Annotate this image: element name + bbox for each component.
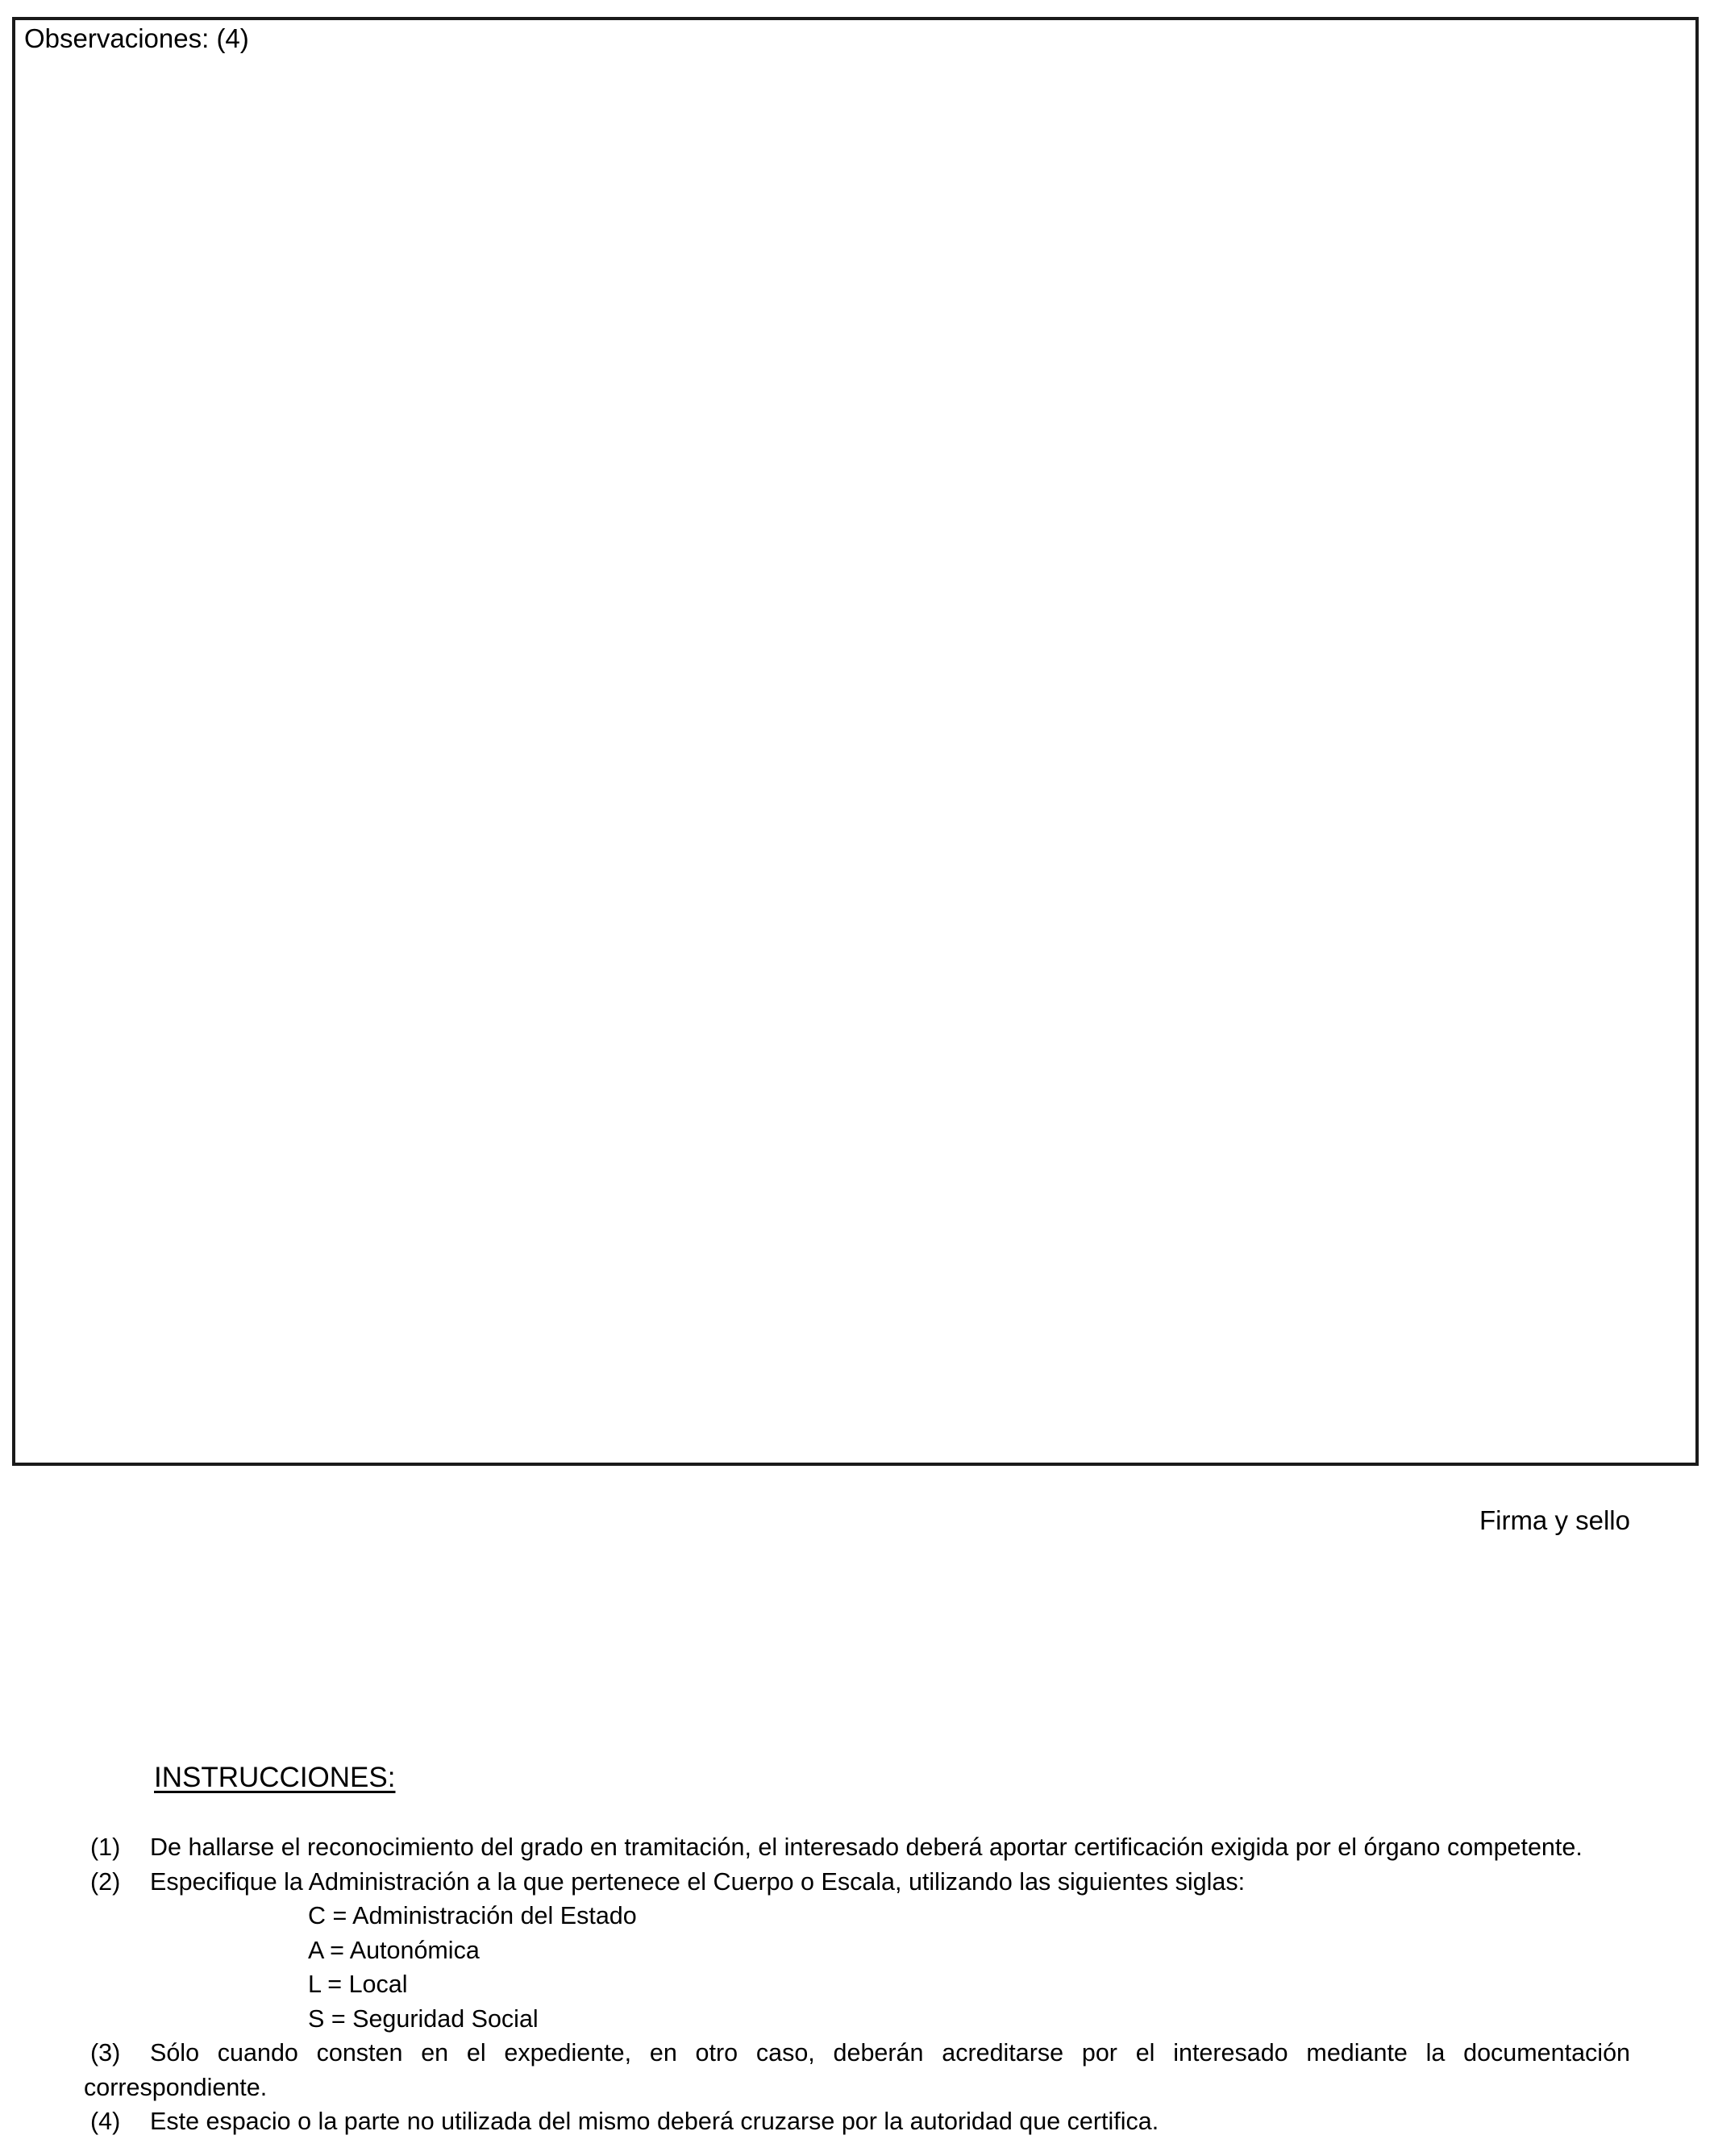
instruccion-text: Especifique la Administración a la que pertenece el Cuerpo o Escala, utilizando las siguientes siglas:: [150, 1867, 1246, 1896]
firma-y-sello-label: Firma y sello: [1479, 1505, 1630, 1535]
sigla-estado: C = Administración del Estado: [308, 1902, 637, 1929]
instruccion-number: (4): [90, 2108, 121, 2135]
instruccion-number: (1): [90, 1833, 121, 1861]
observaciones-label: Observaciones: (4): [24, 23, 249, 53]
instruccion-text: Este espacio o la parte no utilizada del mismo deberá cruzarse por la autoridad que certifica.: [150, 2108, 1159, 2135]
instruccion-text: Sólo cuando consten en el expediente, en otro caso, deberán acreditarse por el interesado mediante la documentación: [150, 2039, 1630, 2067]
instruccion-3-continuation: correspondiente.: [84, 2073, 268, 2101]
instrucciones-title: INSTRUCCIONES:: [154, 1762, 396, 1793]
instruccion-text: De hallarse el reconocimiento del grado en tramitación, el interesado deberá aportar certificación exigida por el órgano competente.: [150, 1833, 1583, 1861]
sigla-local: L = Local: [308, 1971, 408, 1998]
instruccion-3: [84, 2036, 1630, 2071]
instruccion-1: [84, 1830, 1630, 1865]
sigla-seguridad-social: S = Seguridad Social: [308, 2004, 539, 2033]
instruccion-number: (3): [90, 2039, 121, 2067]
instruccion-2: [84, 1865, 1630, 1900]
instruccion-4: [84, 2104, 1630, 2139]
observaciones-box: [12, 17, 1699, 1466]
sigla-autonomica: A = Autonómica: [308, 1936, 480, 1964]
instruccion-number: (2): [90, 1867, 121, 1896]
instrucciones-list: [84, 1830, 1630, 2139]
